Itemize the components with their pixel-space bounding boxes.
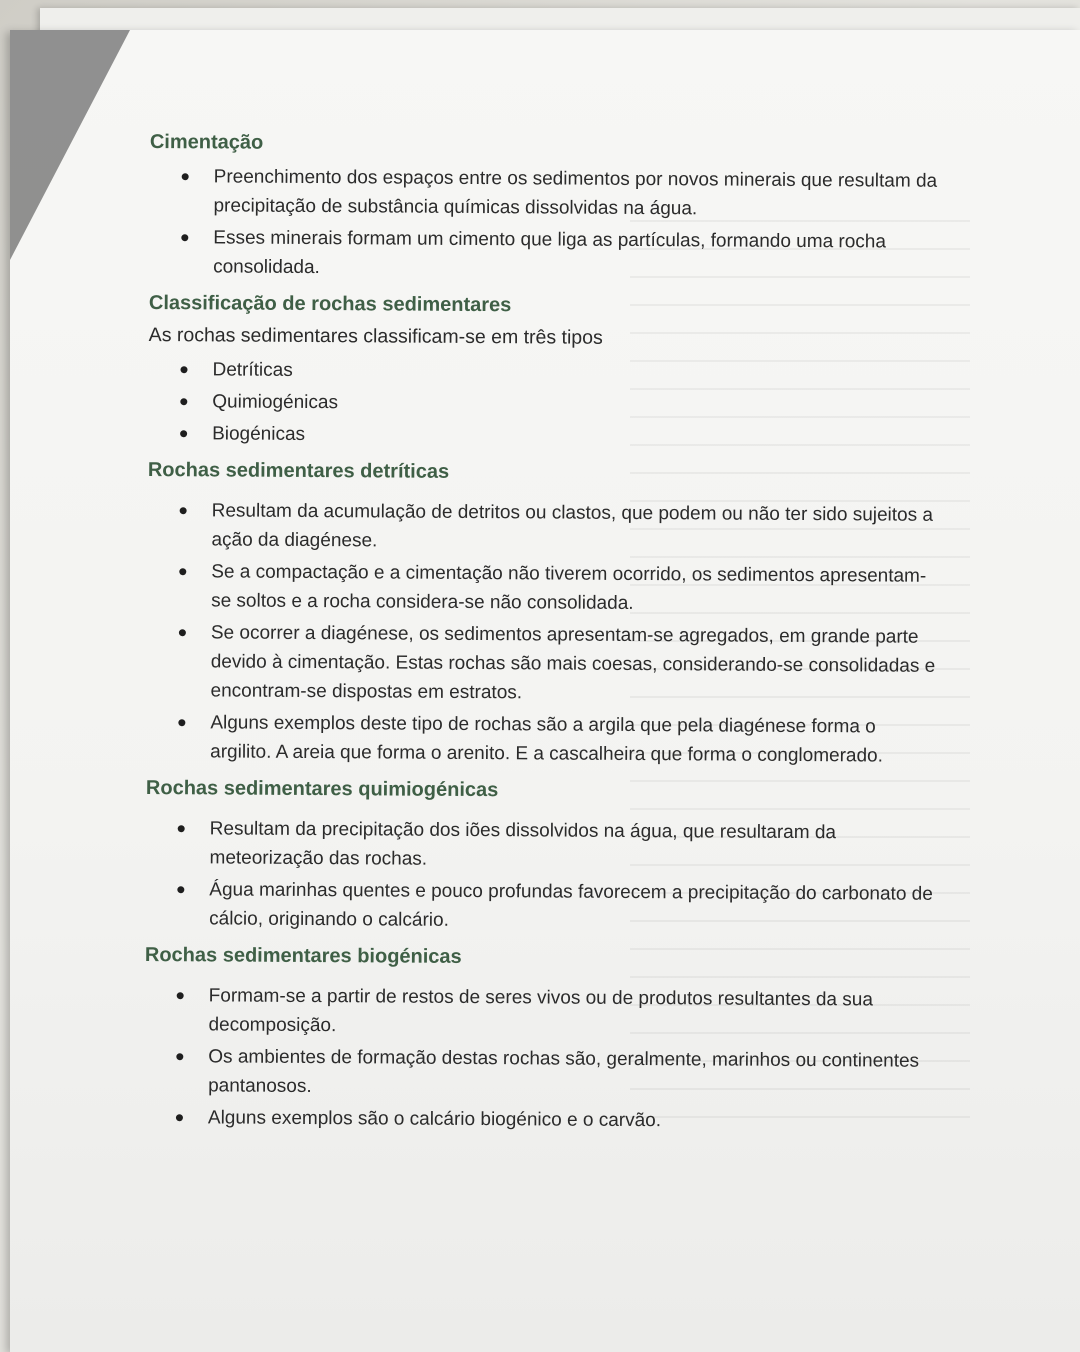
list-item (149, 223, 939, 286)
list-item-text: Biogénicas (212, 423, 306, 445)
bullet-icon (180, 366, 187, 373)
section-heading: Rochas sedimentares quimiogénicas (145, 776, 499, 802)
section-classificacao (148, 287, 939, 453)
document-body (144, 126, 940, 1143)
section-detriticas (146, 454, 938, 771)
section-quimiogenicas (145, 772, 936, 938)
list-item (148, 419, 938, 453)
bullet-list (145, 814, 936, 938)
bullet-icon (181, 234, 188, 241)
bullet-icon (177, 886, 184, 893)
bullet-icon (179, 568, 186, 575)
bullet-icon (180, 507, 187, 514)
list-item-text: Alguns exemplos deste tipo de rochas são a argila que pela diagénese forma o argilito. A areia que forma o arenito. E a cascalheira que forma o conglomerado. (210, 712, 884, 767)
list-item (144, 1042, 934, 1105)
list-item (147, 496, 937, 559)
list-item (148, 387, 938, 421)
bullet-list (144, 981, 935, 1137)
bullet-icon (180, 430, 187, 437)
bullet-icon (176, 1053, 183, 1060)
list-item-text: Formam-se a partir de restos de seres vivos ou de produtos resultantes da sua decomposição. (208, 985, 874, 1037)
bullet-icon (176, 1114, 183, 1121)
bullet-icon (178, 825, 185, 832)
intro-text: As rochas sedimentares classificam-se em três tipos (148, 323, 603, 349)
list-item-text: Se ocorrer a diagénese, os sedimentos apresentam-se agregados, em grande parte devido à cimentação. Estas rochas são mais coesas, considerando-se consolidadas e encontram-se dispostas em estratos. (210, 622, 936, 704)
list-item-text: Preenchimento dos espaços entre os sedimentos por novos minerais que resultam da precipitação de substância químicas dissolvidas na água. (213, 166, 938, 220)
list-item (145, 814, 935, 877)
list-item (146, 708, 936, 771)
list-item (144, 981, 934, 1044)
bullet-icon (182, 173, 189, 180)
section-heading: Rochas sedimentares biogénicas (144, 943, 462, 968)
list-item (147, 557, 937, 620)
section-biogenicas (144, 939, 935, 1137)
list-item-text: Alguns exemplos são o calcário biogénico e o carvão. (207, 1107, 662, 1132)
section-heading: Classificação de rochas sedimentares (148, 291, 512, 317)
bullet-icon (180, 398, 187, 405)
list-item (145, 875, 935, 938)
list-item-text: Água marinhas quentes e pouco profundas favorecem a precipitação do carbonato de cálcio, originando o calcário. (209, 879, 933, 931)
shadow-corner (10, 30, 130, 260)
bullet-list (148, 355, 939, 453)
bullet-list (149, 162, 940, 286)
list-item (144, 1103, 934, 1137)
list-item-text: Resultam da acumulação de detritos ou clastos, que podem ou não ter sido sujeitos a ação da diagénese. (211, 500, 934, 552)
list-item-text: Detríticas (212, 359, 293, 381)
bullet-icon (179, 629, 186, 636)
list-item (148, 355, 938, 389)
bullet-list (146, 496, 938, 771)
list-item-text: Quimiogénicas (212, 391, 339, 414)
list-item (149, 162, 939, 225)
list-item-text: Se a compactação e a cimentação não tiverem ocorrido, os sedimentos apresentam-se soltos e a rocha considera-se não consolidada. (211, 561, 927, 614)
list-item-text: Esses minerais formam um cimento que liga as partículas, formando uma rocha consolidada. (213, 227, 887, 279)
list-item (146, 618, 937, 710)
bullet-icon (178, 719, 185, 726)
list-item-text: Resultam da precipitação dos iões dissolvidos na água, que resultaram da meteorização das rochas. (209, 818, 837, 870)
section-heading: Rochas sedimentares detríticas (147, 458, 450, 483)
list-item-text: Os ambientes de formação destas rochas são, geralmente, marinhos ou continentes pantanosos. (208, 1046, 920, 1098)
section-heading: Cimentação (149, 130, 264, 154)
bullet-icon (177, 992, 184, 999)
section-cimentacao (149, 126, 940, 286)
